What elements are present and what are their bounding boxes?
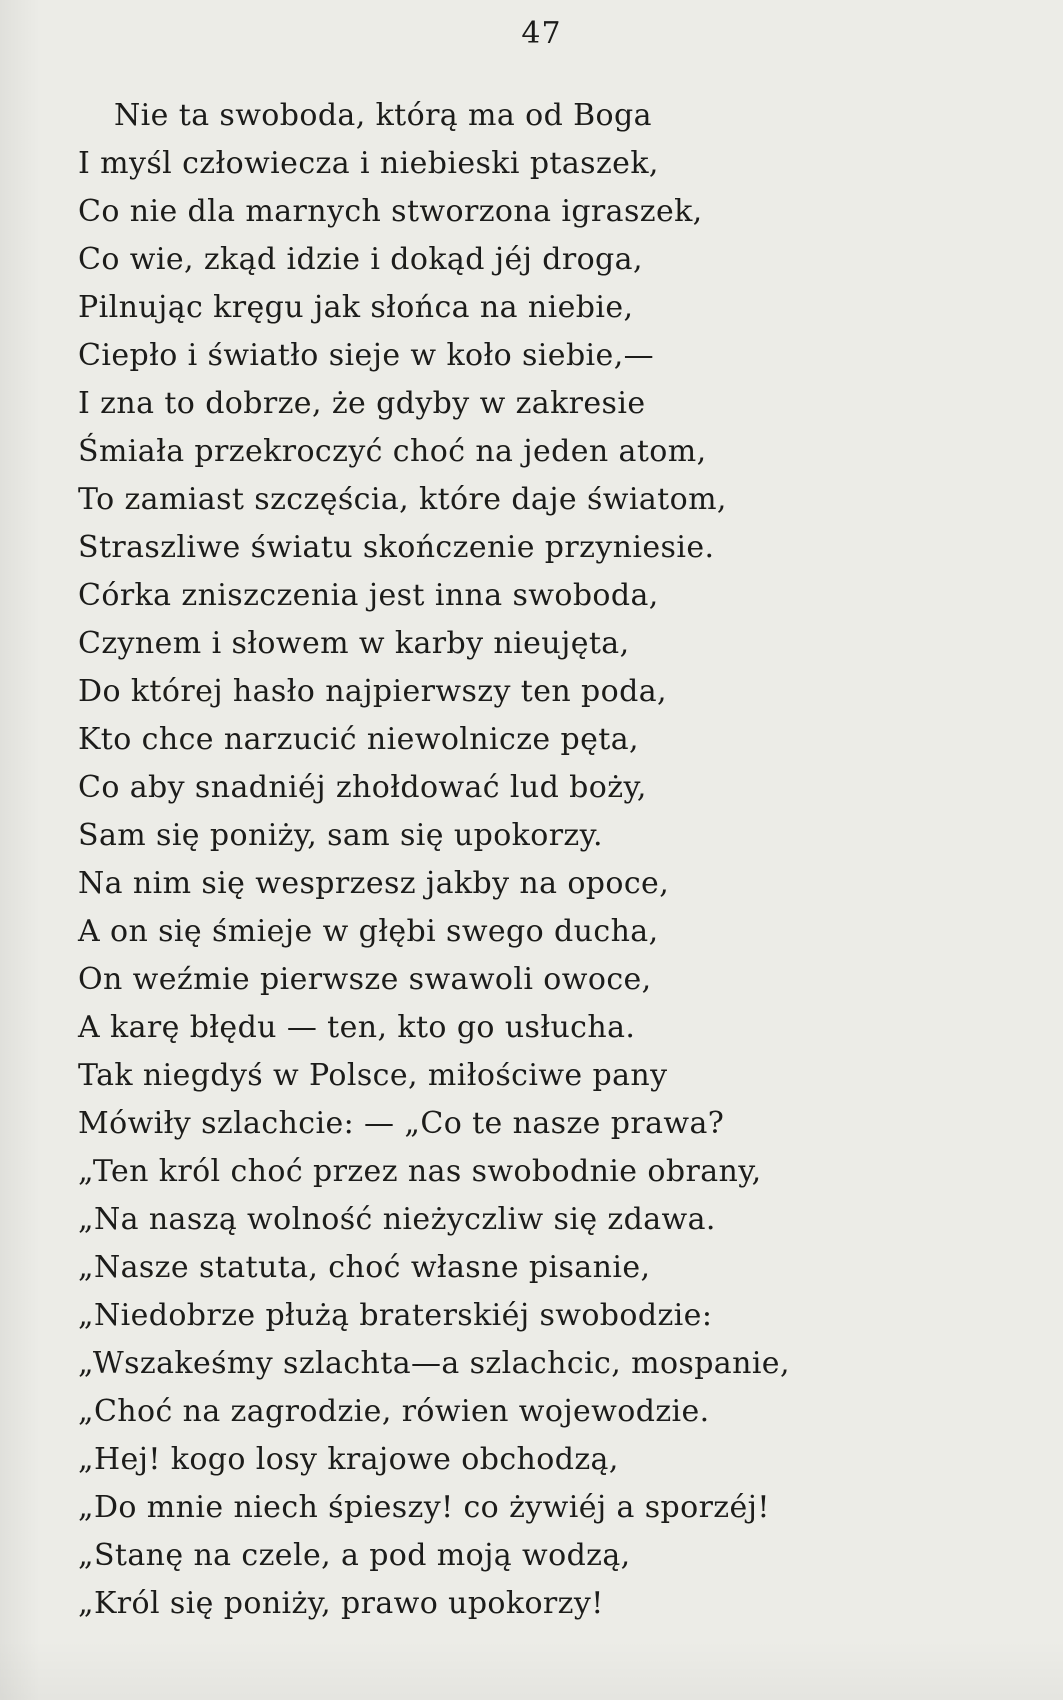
poem-line: Córka zniszczenia jest inna swoboda,	[78, 578, 659, 613]
poem-line: Co wie, zkąd idzie i dokąd jéj droga,	[78, 242, 643, 277]
poem-line: Na nim się wesprzesz jakby na opoce,	[78, 866, 670, 901]
poem-line: Do której hasło najpierwszy ten poda,	[78, 674, 667, 709]
poem-line: I myśl człowiecza i niebieski ptaszek,	[78, 146, 659, 181]
poem-line: „Ten król choć przez nas swobodnie obrany,	[78, 1154, 762, 1189]
poem-line: „Wszakeśmy szlachta—a szlachcic, mospanie,	[78, 1346, 790, 1381]
poem-line: „Choć na zagrodzie, rówien wojewodzie.	[78, 1394, 710, 1429]
poem-line: „Niedobrze płużą braterskiéj swobodzie:	[78, 1298, 713, 1333]
poem-line: Tak niegdyś w Polsce, miłościwe pany	[78, 1058, 668, 1093]
poem-line: Nie ta swoboda, którą ma od Boga	[114, 98, 652, 133]
poem-line: Co nie dla marnych stworzona igraszek,	[78, 194, 703, 229]
poem-line: Pilnując kręgu jak słońca na niebie,	[78, 290, 634, 325]
poem-line: A karę błędu — ten, kto go usłucha.	[78, 1010, 636, 1045]
poem-line: On weźmie pierwsze swawoli owoce,	[78, 962, 652, 997]
page-number: 47	[521, 16, 562, 51]
poem-line: Co aby snadniéj zhołdować lud boży,	[78, 770, 647, 805]
poem-text	[78, 92, 1038, 1628]
poem-line: To zamiast szczęścia, które daje światom,	[78, 482, 727, 517]
poem-line: Ciepło i światło sieje w koło siebie,—	[78, 338, 655, 373]
poem-line: Czynem i słowem w karby nieujęta,	[78, 626, 630, 661]
poem-line: Straszliwe światu skończenie przyniesie.	[78, 530, 715, 565]
poem-line: Śmiała przekroczyć choć na jeden atom,	[78, 434, 707, 469]
poem-line: Sam się poniży, sam się upokorzy.	[78, 818, 603, 853]
poem-line: Mówiły szlachcie: — „Co te nasze prawa?	[78, 1106, 725, 1141]
poem-line: I zna to dobrze, że gdyby w zakresie	[78, 386, 646, 421]
poem-line: „Stanę na czele, a pod moją wodzą,	[78, 1538, 631, 1573]
poem-line: „Król się poniży, prawo upokorzy!	[78, 1586, 604, 1621]
poem-line: „Nasze statuta, choć własne pisanie,	[78, 1250, 651, 1285]
poem-line: „Do mnie niech śpieszy! co żywiéj a sporzéj!	[78, 1490, 770, 1525]
poem-line: „Na naszą wolność nieżyczliw się zdawa.	[78, 1202, 716, 1237]
poem-line: Kto chce narzucić niewolnicze pęta,	[78, 722, 639, 757]
poem-line: A on się śmieje w głębi swego ducha,	[78, 914, 659, 949]
poem-line: „Hej! kogo losy krajowe obchodzą,	[78, 1442, 619, 1477]
